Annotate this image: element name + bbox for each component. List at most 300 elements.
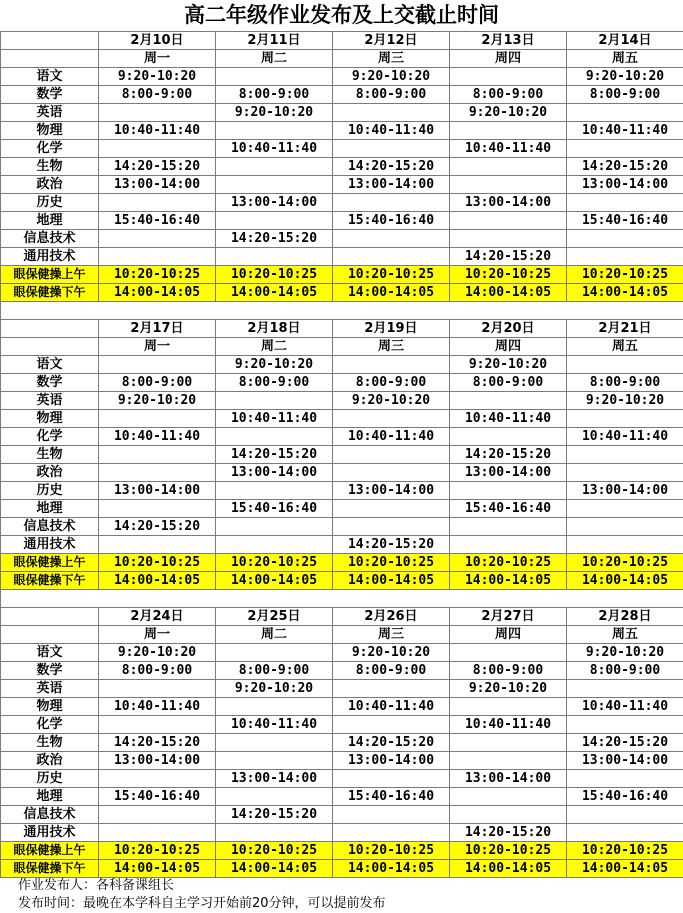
time-cell: 15:40-16:40	[216, 500, 333, 518]
time-cell: 14:20-15:20	[333, 158, 450, 176]
subject-row	[1, 680, 683, 698]
subject-label: 历史	[1, 194, 99, 212]
time-cell	[567, 680, 683, 698]
time-cell	[450, 68, 567, 86]
time-cell: 10:40-11:40	[99, 122, 216, 140]
page-title: 高二年级作业发布及上交截止时间	[184, 3, 499, 27]
time-cell: 9:20-10:20	[216, 104, 333, 122]
subject-row	[1, 140, 683, 158]
spacer-row	[1, 590, 683, 608]
time-cell: 10:40-11:40	[99, 428, 216, 446]
footer-publish-time: 发布时间：最晚在本学科自主学习开始前20分钟，可以提前发布	[18, 896, 386, 911]
subject-label: 地理	[1, 212, 99, 230]
weekday-header: 周三	[333, 50, 450, 68]
eye-exercise-time: 10:20-10:25	[450, 266, 567, 284]
subject-row	[1, 86, 683, 104]
time-cell	[99, 536, 216, 554]
eye-exercise-row	[1, 842, 683, 860]
eye-exercise-time: 10:20-10:25	[216, 266, 333, 284]
subject-label: 化学	[1, 716, 99, 734]
time-cell	[99, 716, 216, 734]
corner-cell	[1, 626, 99, 644]
eye-exercise-label: 眼保健操下午	[1, 572, 99, 590]
time-cell: 13:00-14:00	[216, 194, 333, 212]
time-cell: 15:40-16:40	[567, 212, 683, 230]
time-cell	[450, 788, 567, 806]
eye-exercise-time: 14:00-14:05	[333, 572, 450, 590]
subject-label: 英语	[1, 104, 99, 122]
time-cell: 9:20-10:20	[567, 392, 683, 410]
time-cell	[216, 734, 333, 752]
subject-row	[1, 716, 683, 734]
subject-label: 物理	[1, 698, 99, 716]
time-cell: 10:40-11:40	[567, 122, 683, 140]
time-cell: 9:20-10:20	[99, 644, 216, 662]
date-header: 2月10日	[99, 32, 216, 50]
subject-label: 物理	[1, 410, 99, 428]
subject-row	[1, 806, 683, 824]
date-header: 2月25日	[216, 608, 333, 626]
subject-row	[1, 482, 683, 500]
eye-exercise-time: 14:00-14:05	[99, 284, 216, 302]
time-cell: 8:00-9:00	[216, 374, 333, 392]
subject-row	[1, 356, 683, 374]
time-cell	[216, 788, 333, 806]
time-cell	[216, 428, 333, 446]
subject-label: 化学	[1, 428, 99, 446]
subject-label: 信息技术	[1, 806, 99, 824]
eye-exercise-time: 10:20-10:25	[567, 842, 683, 860]
weekday-header: 周二	[216, 50, 333, 68]
eye-exercise-label: 眼保健操上午	[1, 554, 99, 572]
time-cell: 15:40-16:40	[567, 788, 683, 806]
time-cell: 9:20-10:20	[333, 392, 450, 410]
time-cell	[450, 644, 567, 662]
weekday-header: 周四	[450, 338, 567, 356]
time-cell: 13:00-14:00	[450, 770, 567, 788]
subject-label: 政治	[1, 464, 99, 482]
subject-row	[1, 68, 683, 86]
subject-row	[1, 104, 683, 122]
spacer-cell	[99, 590, 216, 608]
weekday-header: 周一	[99, 626, 216, 644]
eye-exercise-time: 10:20-10:25	[216, 842, 333, 860]
eye-exercise-time: 10:20-10:25	[567, 266, 683, 284]
time-cell	[450, 392, 567, 410]
spacer-cell	[1, 302, 99, 320]
time-cell	[216, 752, 333, 770]
time-cell: 14:20-15:20	[216, 446, 333, 464]
time-cell: 8:00-9:00	[450, 86, 567, 104]
time-cell	[450, 158, 567, 176]
time-cell: 14:20-15:20	[450, 248, 567, 266]
time-cell	[216, 824, 333, 842]
time-cell	[99, 680, 216, 698]
weekday-header: 周五	[567, 338, 683, 356]
subject-row	[1, 410, 683, 428]
time-cell	[99, 500, 216, 518]
time-cell	[99, 806, 216, 824]
subject-label: 通用技术	[1, 536, 99, 554]
eye-exercise-time: 10:20-10:25	[333, 266, 450, 284]
time-cell: 8:00-9:00	[99, 662, 216, 680]
eye-exercise-time: 14:00-14:05	[216, 572, 333, 590]
time-cell	[216, 212, 333, 230]
time-cell: 10:40-11:40	[333, 122, 450, 140]
weekday-header: 周一	[99, 50, 216, 68]
time-cell: 10:40-11:40	[567, 428, 683, 446]
time-cell	[450, 428, 567, 446]
eye-exercise-time: 14:00-14:05	[450, 860, 567, 878]
subject-row	[1, 122, 683, 140]
time-cell	[450, 518, 567, 536]
eye-exercise-time: 10:20-10:25	[99, 842, 216, 860]
time-cell	[333, 446, 450, 464]
time-cell: 13:00-14:00	[216, 464, 333, 482]
time-cell	[450, 212, 567, 230]
eye-exercise-row	[1, 284, 683, 302]
time-cell: 13:00-14:00	[450, 194, 567, 212]
subject-row	[1, 158, 683, 176]
time-cell: 9:20-10:20	[333, 68, 450, 86]
time-cell	[567, 194, 683, 212]
time-cell	[450, 734, 567, 752]
subject-label: 地理	[1, 500, 99, 518]
subject-row	[1, 248, 683, 266]
time-cell: 8:00-9:00	[567, 374, 683, 392]
date-row	[1, 32, 683, 50]
time-cell: 13:00-14:00	[333, 176, 450, 194]
time-cell	[216, 248, 333, 266]
eye-exercise-label: 眼保健操上午	[1, 842, 99, 860]
time-cell	[450, 230, 567, 248]
time-cell: 9:20-10:20	[450, 104, 567, 122]
time-cell	[333, 140, 450, 158]
eye-exercise-time: 14:00-14:05	[99, 572, 216, 590]
time-cell	[450, 806, 567, 824]
weekday-header: 周二	[216, 338, 333, 356]
weekday-header: 周三	[333, 626, 450, 644]
subject-row	[1, 536, 683, 554]
time-cell: 10:40-11:40	[216, 140, 333, 158]
date-header: 2月18日	[216, 320, 333, 338]
subject-row	[1, 734, 683, 752]
time-cell: 13:00-14:00	[333, 752, 450, 770]
time-cell: 14:20-15:20	[216, 806, 333, 824]
time-cell	[450, 176, 567, 194]
subject-label: 政治	[1, 752, 99, 770]
time-cell: 8:00-9:00	[99, 86, 216, 104]
time-cell: 9:20-10:20	[216, 356, 333, 374]
date-header: 2月21日	[567, 320, 683, 338]
eye-exercise-row	[1, 554, 683, 572]
time-cell: 10:40-11:40	[216, 410, 333, 428]
time-cell	[333, 104, 450, 122]
time-cell: 9:20-10:20	[216, 680, 333, 698]
eye-exercise-label: 眼保健操上午	[1, 266, 99, 284]
footer-publisher: 作业发布人：各科备课组长	[18, 878, 175, 893]
date-header: 2月27日	[450, 608, 567, 626]
time-cell: 14:20-15:20	[333, 734, 450, 752]
subject-label: 历史	[1, 482, 99, 500]
subject-label: 生物	[1, 446, 99, 464]
time-cell	[216, 68, 333, 86]
time-cell	[567, 230, 683, 248]
corner-cell	[1, 338, 99, 356]
subject-row	[1, 374, 683, 392]
spacer-cell	[450, 302, 567, 320]
time-cell	[99, 356, 216, 374]
date-header: 2月19日	[333, 320, 450, 338]
time-cell: 14:20-15:20	[99, 158, 216, 176]
time-cell	[99, 446, 216, 464]
subject-row	[1, 644, 683, 662]
eye-exercise-row	[1, 572, 683, 590]
time-cell: 9:20-10:20	[567, 644, 683, 662]
date-row	[1, 320, 683, 338]
eye-exercise-time: 10:20-10:25	[450, 842, 567, 860]
time-cell: 13:00-14:00	[567, 752, 683, 770]
spacer-cell	[216, 302, 333, 320]
spacer-row	[1, 302, 683, 320]
subject-row	[1, 212, 683, 230]
weekday-header: 周四	[450, 50, 567, 68]
time-cell	[99, 410, 216, 428]
subject-row	[1, 824, 683, 842]
time-cell	[567, 716, 683, 734]
eye-exercise-time: 14:00-14:05	[99, 860, 216, 878]
time-cell	[333, 410, 450, 428]
date-header: 2月28日	[567, 608, 683, 626]
subject-row	[1, 392, 683, 410]
time-cell: 10:40-11:40	[567, 698, 683, 716]
time-cell: 14:20-15:20	[567, 734, 683, 752]
eye-exercise-time: 14:00-14:05	[216, 860, 333, 878]
subject-row	[1, 428, 683, 446]
eye-exercise-time: 10:20-10:25	[333, 554, 450, 572]
subject-row	[1, 194, 683, 212]
eye-exercise-time: 14:00-14:05	[333, 860, 450, 878]
time-cell	[216, 482, 333, 500]
time-cell: 14:20-15:20	[450, 446, 567, 464]
time-cell: 9:20-10:20	[99, 68, 216, 86]
spacer-cell	[216, 590, 333, 608]
eye-exercise-time: 10:20-10:25	[99, 554, 216, 572]
subject-label: 生物	[1, 158, 99, 176]
subject-label: 数学	[1, 86, 99, 104]
time-cell	[216, 536, 333, 554]
date-header: 2月26日	[333, 608, 450, 626]
subject-label: 信息技术	[1, 230, 99, 248]
time-cell	[333, 194, 450, 212]
spacer-cell	[1, 590, 99, 608]
time-cell	[216, 518, 333, 536]
time-cell	[567, 500, 683, 518]
time-cell	[567, 464, 683, 482]
subject-label: 历史	[1, 770, 99, 788]
subject-row	[1, 500, 683, 518]
time-cell	[567, 518, 683, 536]
time-cell: 15:40-16:40	[450, 500, 567, 518]
date-header: 2月12日	[333, 32, 450, 50]
time-cell: 8:00-9:00	[216, 662, 333, 680]
time-cell: 15:40-16:40	[333, 212, 450, 230]
time-cell: 14:20-15:20	[99, 518, 216, 536]
subject-label: 语文	[1, 644, 99, 662]
eye-exercise-time: 10:20-10:25	[450, 554, 567, 572]
time-cell: 14:20-15:20	[216, 230, 333, 248]
date-row	[1, 608, 683, 626]
subject-row	[1, 698, 683, 716]
date-header: 2月13日	[450, 32, 567, 50]
time-cell: 9:20-10:20	[333, 644, 450, 662]
time-cell: 8:00-9:00	[216, 86, 333, 104]
subject-label: 通用技术	[1, 824, 99, 842]
time-cell	[216, 698, 333, 716]
time-cell	[99, 824, 216, 842]
subject-label: 化学	[1, 140, 99, 158]
time-cell	[450, 752, 567, 770]
time-cell: 14:20-15:20	[333, 536, 450, 554]
weekday-header: 周一	[99, 338, 216, 356]
time-cell	[333, 770, 450, 788]
time-cell	[99, 230, 216, 248]
weekday-header: 周五	[567, 626, 683, 644]
time-cell: 13:00-14:00	[216, 770, 333, 788]
time-cell: 14:20-15:20	[567, 158, 683, 176]
time-cell: 8:00-9:00	[333, 86, 450, 104]
eye-exercise-time: 14:00-14:05	[450, 284, 567, 302]
eye-exercise-time: 14:00-14:05	[567, 284, 683, 302]
subject-row	[1, 788, 683, 806]
time-cell: 14:20-15:20	[450, 824, 567, 842]
time-cell: 9:20-10:20	[567, 68, 683, 86]
eye-exercise-label: 眼保健操下午	[1, 860, 99, 878]
schedule-table	[0, 31, 683, 878]
time-cell: 13:00-14:00	[567, 482, 683, 500]
weekday-header: 周三	[333, 338, 450, 356]
time-cell: 10:40-11:40	[450, 716, 567, 734]
weekday-row	[1, 338, 683, 356]
time-cell	[333, 248, 450, 266]
subject-label: 语文	[1, 356, 99, 374]
date-header: 2月20日	[450, 320, 567, 338]
time-cell	[450, 698, 567, 716]
time-cell	[216, 158, 333, 176]
time-cell: 13:00-14:00	[99, 482, 216, 500]
subject-label: 数学	[1, 662, 99, 680]
subject-row	[1, 770, 683, 788]
time-cell: 10:40-11:40	[450, 140, 567, 158]
time-cell	[216, 392, 333, 410]
spacer-cell	[567, 590, 683, 608]
subject-row	[1, 752, 683, 770]
time-cell: 13:00-14:00	[567, 176, 683, 194]
subject-label: 地理	[1, 788, 99, 806]
time-cell	[333, 680, 450, 698]
corner-cell	[1, 32, 99, 50]
time-cell: 8:00-9:00	[333, 662, 450, 680]
time-cell	[567, 248, 683, 266]
eye-exercise-label: 眼保健操下午	[1, 284, 99, 302]
time-cell	[567, 140, 683, 158]
time-cell	[567, 410, 683, 428]
time-cell	[333, 500, 450, 518]
eye-exercise-time: 14:00-14:05	[333, 284, 450, 302]
time-cell: 15:40-16:40	[99, 788, 216, 806]
weekday-row	[1, 50, 683, 68]
time-cell: 9:20-10:20	[99, 392, 216, 410]
time-cell	[99, 104, 216, 122]
eye-exercise-time: 14:00-14:05	[450, 572, 567, 590]
time-cell	[567, 104, 683, 122]
time-cell	[567, 824, 683, 842]
date-header: 2月24日	[99, 608, 216, 626]
time-cell: 10:40-11:40	[450, 410, 567, 428]
time-cell: 10:40-11:40	[333, 698, 450, 716]
time-cell	[567, 806, 683, 824]
eye-exercise-time: 14:00-14:05	[567, 572, 683, 590]
subject-label: 政治	[1, 176, 99, 194]
subject-label: 数学	[1, 374, 99, 392]
time-cell	[216, 176, 333, 194]
time-cell: 13:00-14:00	[450, 464, 567, 482]
time-cell: 10:40-11:40	[333, 428, 450, 446]
subject-label: 物理	[1, 122, 99, 140]
corner-cell	[1, 50, 99, 68]
spacer-cell	[333, 302, 450, 320]
subject-label: 通用技术	[1, 248, 99, 266]
time-cell	[333, 356, 450, 374]
subject-label: 英语	[1, 392, 99, 410]
eye-exercise-time: 10:20-10:25	[99, 266, 216, 284]
time-cell	[567, 770, 683, 788]
weekday-row	[1, 626, 683, 644]
time-cell: 10:40-11:40	[216, 716, 333, 734]
eye-exercise-time: 14:00-14:05	[567, 860, 683, 878]
time-cell	[450, 122, 567, 140]
spacer-cell	[567, 302, 683, 320]
time-cell	[567, 446, 683, 464]
time-cell	[216, 122, 333, 140]
time-cell	[333, 716, 450, 734]
weekday-header: 周五	[567, 50, 683, 68]
time-cell: 8:00-9:00	[333, 374, 450, 392]
weekday-header: 周二	[216, 626, 333, 644]
time-cell: 15:40-16:40	[333, 788, 450, 806]
time-cell: 13:00-14:00	[99, 752, 216, 770]
time-cell: 8:00-9:00	[567, 86, 683, 104]
time-cell	[333, 806, 450, 824]
subject-row	[1, 518, 683, 536]
eye-exercise-row	[1, 266, 683, 284]
weekday-header: 周四	[450, 626, 567, 644]
time-cell	[450, 482, 567, 500]
time-cell: 9:20-10:20	[450, 356, 567, 374]
subject-label: 语文	[1, 68, 99, 86]
time-cell: 8:00-9:00	[450, 662, 567, 680]
subject-row	[1, 662, 683, 680]
eye-exercise-time: 10:20-10:25	[567, 554, 683, 572]
subject-row	[1, 464, 683, 482]
time-cell	[567, 356, 683, 374]
corner-cell	[1, 608, 99, 626]
spacer-cell	[333, 590, 450, 608]
time-cell	[99, 248, 216, 266]
eye-exercise-time: 10:20-10:25	[216, 554, 333, 572]
time-cell: 8:00-9:00	[567, 662, 683, 680]
date-header: 2月14日	[567, 32, 683, 50]
